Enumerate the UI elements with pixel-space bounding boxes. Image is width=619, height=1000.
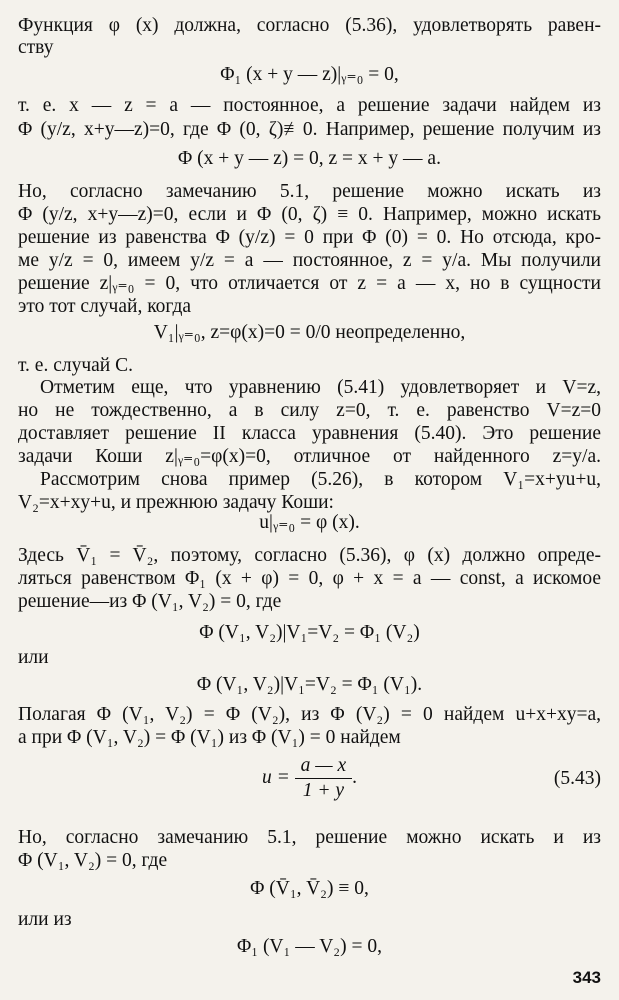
equation-number: (5.43): [553, 768, 601, 789]
text-line: Функция φ (x) должна, согласно (5.36), удовлетворять равен-: [18, 15, 601, 36]
text-line: Φ (y/z, x+y—z)=0, где Φ (0, ζ)≢0. Например, решение получим из: [18, 119, 601, 140]
text-line: решение из равенства Φ (y/z) = 0 при Φ (0) = 0. Но отсюда, кро-: [18, 227, 601, 248]
fraction-numerator: a — x: [295, 754, 353, 779]
equation: Φ (V₁, V₂)|V₁=V₂ = Φ₁ (V₂): [199, 622, 420, 643]
text-line: но не тождественно, а в силу z=0, т. е. равенство V=z=0: [18, 400, 601, 421]
text-line: решение—из Φ (V₁, V₂) = 0, где: [18, 591, 282, 612]
text-line: а при Φ (V₁, V₂) = Φ (V₁) из Φ (V₁) = 0 найдем: [18, 727, 401, 748]
text-line: т. е. случай C.: [18, 355, 134, 376]
page-number: 343: [572, 968, 601, 987]
equation: Φ (x + y — z) = 0, z = x + y — a.: [178, 148, 441, 169]
text-line: доставляет решение II класса уравнения (5.40). Это решение: [18, 423, 601, 444]
text-line: Отметим еще, что уравнению (5.41) удовлетворяет и V=z,: [40, 377, 601, 398]
text-line: Здесь V̄₁ = V̄₂, поэтому, согласно (5.36), φ (x) должно опреде-: [18, 545, 601, 566]
text-line: или из: [18, 909, 72, 930]
formula-5-43: [0, 754, 619, 803]
equation: u|ᵧ₌₀ = φ (x).: [259, 512, 360, 533]
text-line: решение z|ᵧ₌₀ = 0, что отличается от z = a — x, но в сущности: [18, 273, 601, 294]
equation: V₁|ᵧ₌₀, z=φ(x)=0 = 0/0 неопределенно,: [153, 322, 466, 343]
text-line: Но, согласно замечанию 5.1, решение можно искать и из: [18, 827, 601, 848]
formula-lhs: u =: [261, 766, 290, 788]
text-line: Полагая Φ (V₁, V₂) = Φ (V₂), из Φ (V₂) = 0 найдем u+x+xy=a,: [18, 704, 601, 725]
text-line: это тот случай, когда: [18, 296, 192, 317]
text-line: или: [18, 647, 49, 668]
text-line: ству: [18, 37, 54, 58]
text-line: V₂=x+xy+u, и прежнюю задачу Коши:: [18, 492, 334, 513]
formula-tail: .: [352, 766, 358, 788]
text-line: Рассмотрим снова пример (5.26), в котором V₁=x+yu+u,: [40, 469, 601, 490]
fraction-denominator: 1 + y: [302, 780, 345, 801]
text-line: задачи Коши z|ᵧ₌₀=φ(x)=0, отличное от найденного z=y/a.: [18, 446, 601, 467]
text-line: ляться равенством Φ₁ (x + φ) = 0, φ + x = a — const, а искомое: [18, 568, 601, 589]
text-line: Φ (y/z, x+y—z)=0, если и Φ (0, ζ) ≡ 0. Например, можно искать: [18, 204, 601, 225]
equation: Φ (V₁, V₂)|V₁=V₂ = Φ₁ (V₁).: [196, 674, 423, 695]
equation: Φ₁ (V₁ — V₂) = 0,: [237, 936, 382, 957]
text-line: Но, согласно замечанию 5.1, решение можно искать из: [18, 181, 601, 202]
text-line: т. е. x — z = a — постоянное, а решение задачи найдем из: [18, 95, 601, 116]
equation: Φ₁ (x + y — z)|ᵧ₌₀ = 0,: [220, 64, 399, 85]
equation: Φ (V̄₁, V̄₂) ≡ 0,: [250, 878, 369, 899]
fraction: [295, 754, 353, 803]
text-line: ме y/z = 0, имеем y/z = a — постоянное, z = y/a. Мы получили: [18, 250, 601, 271]
text-line: Φ (V₁, V₂) = 0, где: [18, 850, 168, 871]
